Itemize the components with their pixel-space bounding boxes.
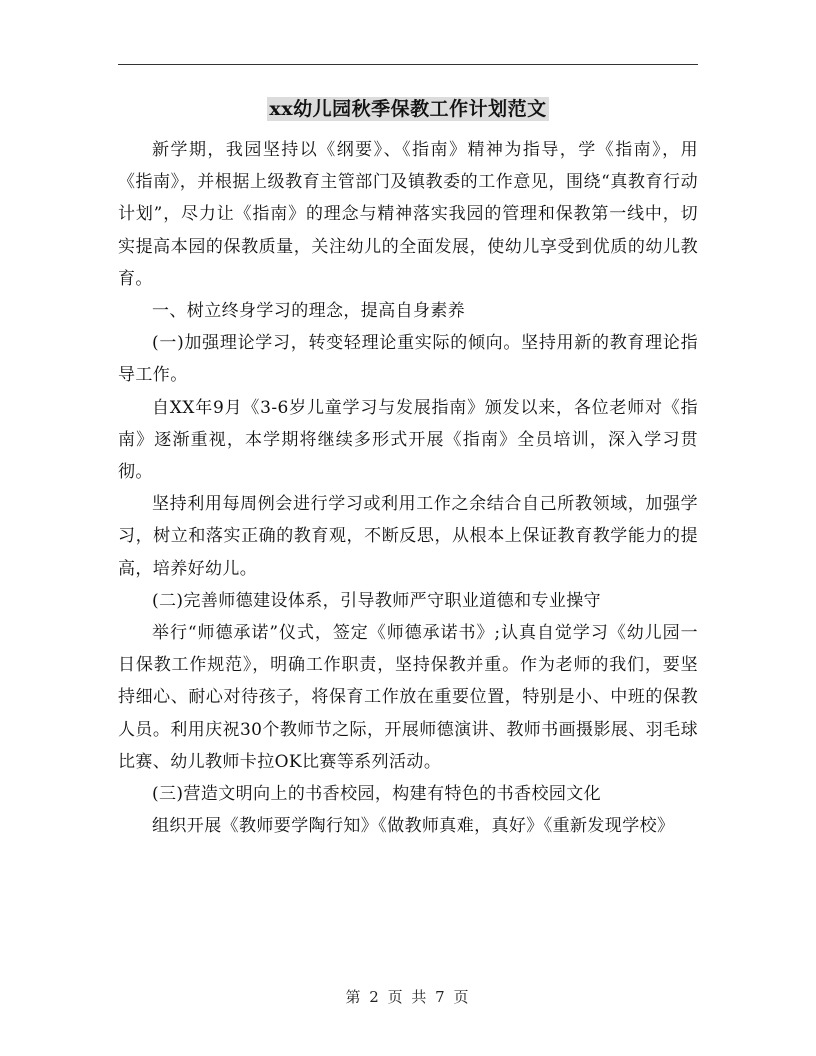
document-title — [118, 94, 698, 124]
subsection-heading-2: (二)完善师德建设体系，引导教师严守职业道德和专业操守 — [152, 590, 602, 611]
document-title-text: xx幼儿园秋季保教工作计划范文 — [269, 98, 547, 120]
page-footer: 第 2 页 共 7 页 — [345, 988, 471, 1006]
subsection-heading-3: (三)营造文明向上的书香校园，构建有特色的书香校园文化 — [152, 784, 602, 805]
document-body — [118, 134, 698, 842]
paragraph: 组织开展《教师要学陶行知》《做教师真难，真好》《重新发现学校》 — [152, 816, 675, 837]
section-heading-1: 一、树立终身学习的理念，提高自身素养 — [152, 301, 466, 322]
paragraph: 坚持利用每周例会进行学习或利用工作之余结合自己所教领域，加强学习，树立和落实正确的教育观，不断反思，从根本上保证教育教学能力的提高，培养好幼儿。 — [118, 494, 698, 579]
header-rule — [118, 64, 698, 65]
subsection-heading-1: (一)加强理论学习，转变轻理论重实际的倾向。坚持用新的教育理论指导工作。 — [118, 333, 698, 386]
paragraph: 举行“师德承诺”仪式，签定《师德承诺书》;认真自觉学习《幼儿园一日保教工作规范》，明确工作职责，坚持保教并重。作为老师的我们，要坚持细心、耐心对待孩子，将保育工作放在重要位置，特别是小、中班的保教人员。利用庆祝30个教师节之际，开展师德演讲、教师书画摄影展、羽毛球比赛、幼儿教师卡拉OK比赛等系列活动。 — [118, 623, 698, 772]
paragraph-intro: 新学期，我园坚持以《纲要》、《指南》精神为指导，学《指南》，用《指南》，并根据上级教育主管部门及镇教委的工作意见，围绕“真教育行动计划”，尽力让《指南》的理念与精神落实我园的管理和保教第一线中，切实提高本园的保教质量，关注幼儿的全面发展，使幼儿享受到优质的幼儿教育。 — [118, 140, 698, 289]
paragraph: 自XX年9月《3-6岁儿童学习与发展指南》颁发以来，各位老师对《指南》逐渐重视，本学期将继续多形式开展《指南》全员培训，深入学习贯彻。 — [118, 397, 698, 483]
